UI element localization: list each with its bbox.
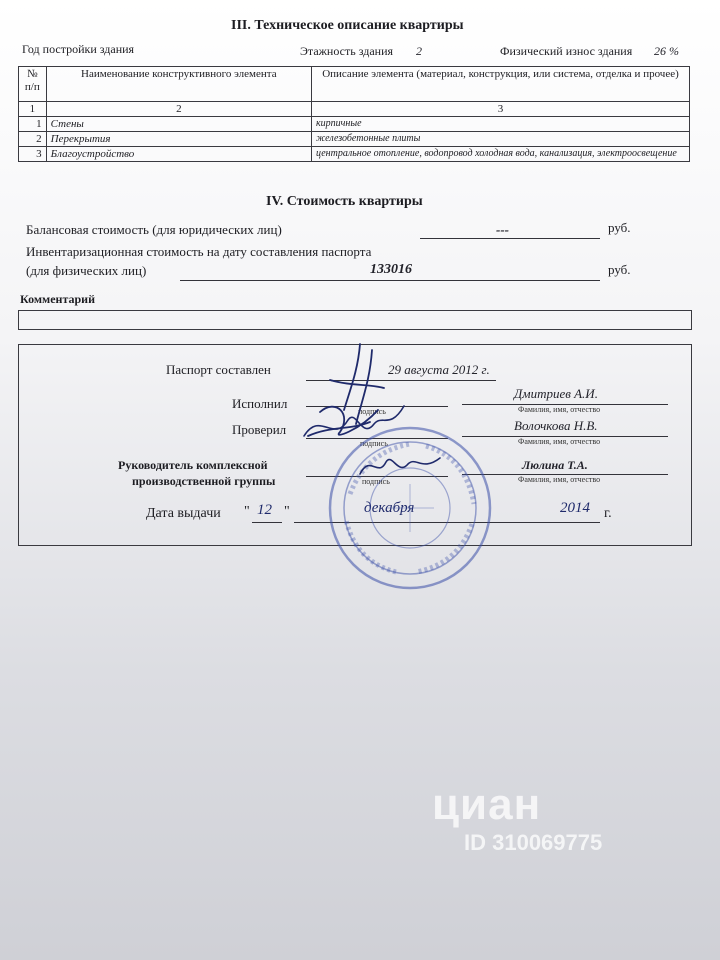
inventory-label-2: (для физических лиц) — [26, 263, 147, 278]
row-element: Благоустройство — [46, 147, 311, 162]
balance-label: Балансовая стоимость (для юридических лиц) — [26, 222, 282, 237]
checker-name: Волочкова Н.В. — [514, 418, 598, 433]
watermark-id: ID 310069775 — [464, 830, 603, 855]
watermark-brand: циан — [432, 780, 542, 829]
balance-value: --- — [496, 222, 509, 237]
issue-quote-close: " — [284, 504, 290, 519]
wear-label: Физический износ здания — [500, 44, 633, 58]
floors-value: 2 — [416, 44, 422, 58]
comment-label: Комментарий — [20, 292, 96, 306]
head-sign-caption: подпись — [362, 477, 390, 486]
comment-box — [18, 310, 692, 330]
cian-watermark — [432, 780, 602, 856]
inventory-value: 133016 — [370, 262, 412, 277]
checker-sign-caption: подпись — [360, 439, 388, 448]
table-header-row — [19, 67, 690, 102]
checker-label: Проверил — [232, 422, 287, 437]
header-element: Наименование конструктивного элемента — [46, 67, 311, 102]
row-num: 2 — [19, 132, 47, 147]
issue-day: 12 — [257, 502, 272, 518]
issue-quote-open: " — [244, 504, 250, 519]
issue-date-label: Дата выдачи — [146, 506, 221, 521]
executor-fio-caption: Фамилия, имя, отчество — [518, 405, 601, 414]
head-label-1: Руководитель комплексной — [118, 458, 268, 472]
checker-fio-caption: Фамилия, имя, отчество — [518, 437, 601, 446]
executor-sign-caption: подпись — [358, 407, 386, 416]
table-colnum-row — [19, 102, 690, 117]
inventory-currency: руб. — [608, 262, 631, 277]
section4-title: IV. Стоимость квартиры — [266, 194, 423, 209]
head-fio-caption: Фамилия, имя, отчество — [518, 475, 601, 484]
issue-year-suffix: г. — [604, 506, 612, 521]
issue-month: декабря — [364, 500, 415, 516]
row-description: железобетонные плиты — [311, 132, 689, 147]
inventory-line — [180, 280, 600, 281]
header-description: Описание элемента (материал, конструкция, или система, отделка и прочее) — [311, 67, 689, 102]
row-element: Перекрытия — [46, 132, 311, 147]
head-name: Люлина Т.А. — [522, 458, 588, 472]
balance-currency: руб. — [608, 220, 631, 235]
floors-label: Этажность здания — [300, 44, 394, 58]
table-row — [19, 132, 690, 147]
colnum-3: 3 — [311, 102, 689, 117]
row-num: 1 — [19, 117, 47, 132]
row-element: Стены — [46, 117, 311, 132]
year-built-label: Год постройки здания — [22, 42, 135, 56]
colnum-1: 1 — [19, 102, 47, 117]
wear-value: 26 % — [654, 44, 679, 58]
executor-name: Дмитриев А.И. — [514, 386, 598, 401]
checker-signature-icon — [300, 400, 410, 450]
issue-day-line — [252, 522, 282, 523]
executor-label: Исполнил — [232, 396, 288, 411]
head-label-2: производственной группы — [132, 474, 276, 488]
table-row — [19, 147, 690, 162]
colnum-2: 2 — [46, 102, 311, 117]
compiled-label: Паспорт составлен — [166, 362, 271, 377]
tech-description-table — [18, 66, 690, 162]
compiled-date: 29 августа 2012 г. — [388, 362, 490, 377]
table-row — [19, 117, 690, 132]
inventory-label-1: Инвентаризационная стоимость на дату составления паспорта — [26, 244, 372, 259]
row-description: кирпичные — [311, 117, 689, 132]
header-num: № п/п — [19, 67, 47, 102]
head-signature-icon — [356, 448, 446, 484]
balance-line — [420, 238, 600, 239]
issue-year: 2014 — [560, 500, 590, 516]
row-description: центральное отопление, водопровод холодная вода, канализация, электроосвещение — [311, 147, 689, 162]
section3-title: III. Техническое описание квартиры — [231, 18, 464, 33]
row-num: 3 — [19, 147, 47, 162]
